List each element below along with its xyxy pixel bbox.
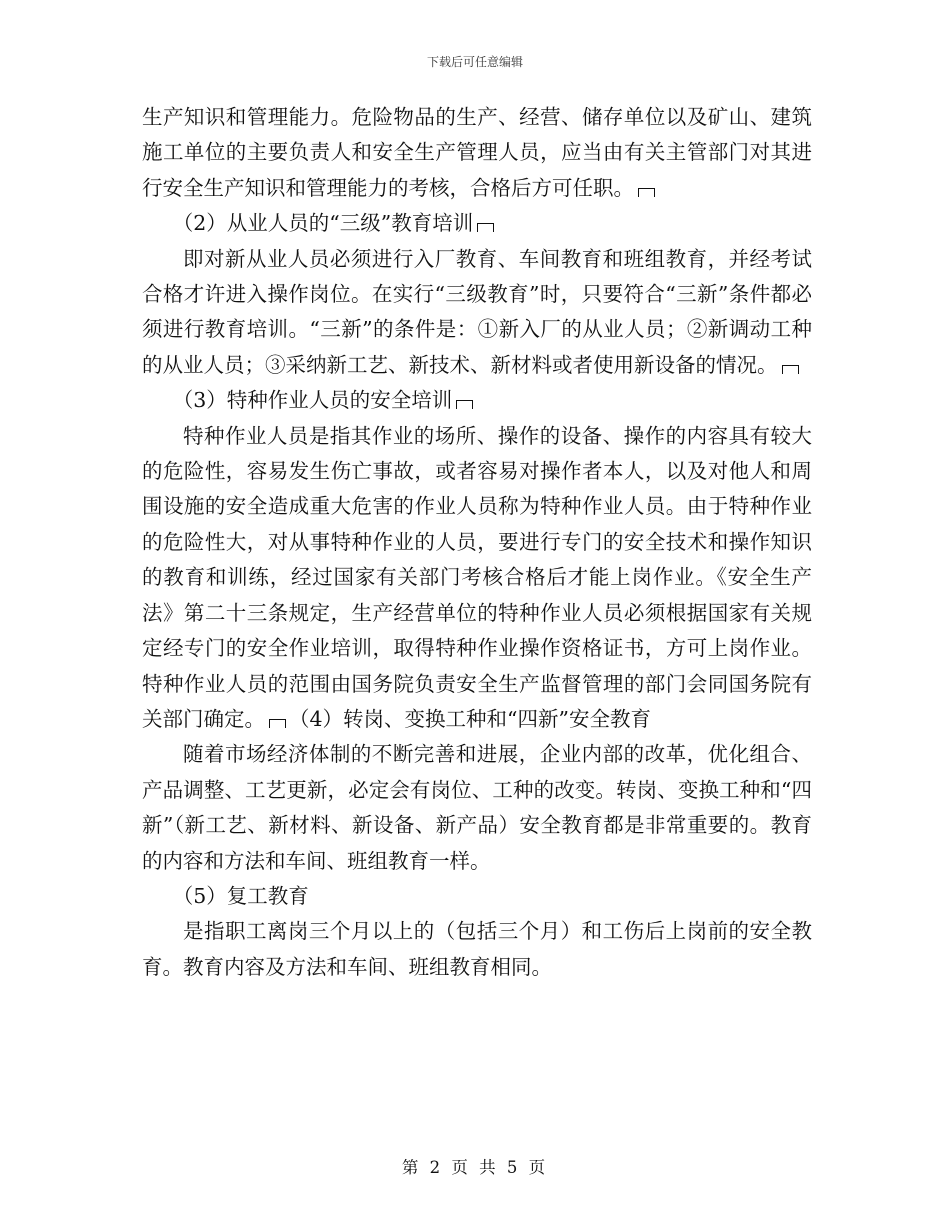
- paragraph-mark-icon: [638, 188, 655, 197]
- paragraph: 是指职工离岗三个月以上的（包括三个月）和工伤后上岗前的安全教育。教育内容及方法和车间、班组教育相同。: [142, 919, 812, 979]
- document-body: [142, 100, 812, 985]
- page-header: 下载后可任意编辑: [426, 55, 523, 69]
- section-heading: （5）复工教育: [172, 883, 309, 908]
- paragraph-mark-icon: [782, 365, 799, 374]
- paragraph-mark-icon: [456, 400, 473, 409]
- paragraph-mark-icon: [477, 223, 494, 232]
- paragraph: 随着市场经济体制的不断完善和进展，企业内部的改革，优化组合、产品调整、工艺更新，必定会有岗位、工种的改变。转岗、变换工种和“四新”（新工艺、新材料、新设备、新产品）安全教育都是非常重要的。教育的内容和方法和车间、班组教育一样。: [142, 742, 812, 873]
- page-footer: 第 2 页 共 5 页: [401, 1158, 549, 1177]
- section-heading: （4）转岗、变换工种和“四新”安全教育: [289, 706, 652, 731]
- paragraph-mark-icon: [269, 719, 286, 728]
- paragraph: 特种作业人员是指其作业的场所、操作的设备、操作的内容具有较大的危险性，容易发生伤亡事故，或者容易对操作者本人，以及对他人和周围设施的安全造成重大危害的作业人员称为特种作业人员。由于特种作业的危险性大，对从事特种作业的人员，要进行专门的安全技术和操作知识的教育和训练，经过国家有关部门考核合格后才能上岗作业。《安全生产法》第二十三条规定，生产经营单位的特种作业人员必须根据国家有关规定经专门的安全作业培训，取得特种作业操作资格证书，方可上岗作业。特种作业人员的范围由国务院负责安全生产监督管理的部门会同国务院有关部门确定。 （4）转岗、变换工种和“四新”安全教育: [142, 423, 812, 731]
- section-heading: （2）从业人员的“三级”教育培训: [142, 206, 812, 241]
- section-heading: （3）特种作业人员的安全培训: [142, 383, 812, 418]
- paragraph: 即对新从业人员必须进行入厂教育、车间教育和班组教育，并经考试合格才许进入操作岗位。在实行“三级教育”时，只要符合“三新”条件都必须进行教育培训。“三新”的条件是：①新入厂的从业人员；②新调动工种的从业人员；③采纳新工艺、新技术、新材料或者使用新设备的情况。: [142, 246, 812, 377]
- paragraph: 生产知识和管理能力。危险物品的生产、经营、储存单位以及矿山、建筑施工单位的主要负责人和安全生产管理人员，应当由有关主管部门对其进行安全生产知识和管理能力的考核，合格后方可任职。: [142, 105, 812, 200]
